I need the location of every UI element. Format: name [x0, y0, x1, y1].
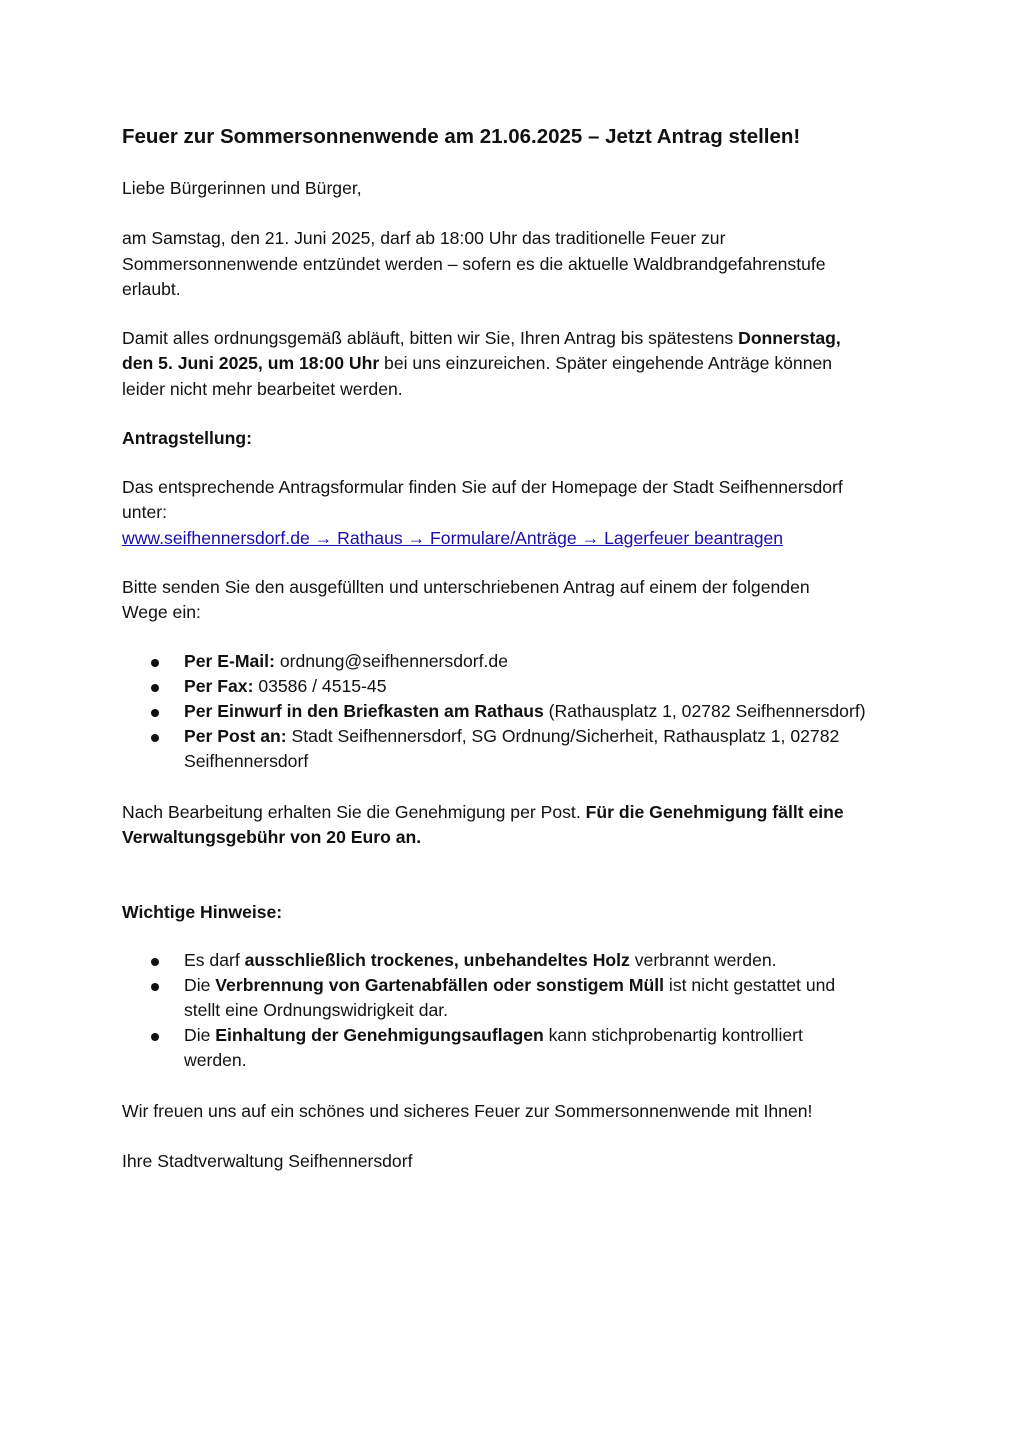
- para1-line2: Sommersonnenwende entzündet werden – sofern es die aktuelle Waldbrandgefahrenstufe: [122, 254, 826, 274]
- para2-text: bei uns einzureichen. Später eingehende Anträge können: [379, 353, 833, 373]
- deadline-date: den 5. Juni 2025, um 18:00 Uhr: [122, 353, 380, 373]
- para2-text: Damit alles ordnungsgemäß abläuft, bitten wir Sie, Ihren Antrag bis spätestens: [122, 328, 739, 348]
- bullet-icon: [151, 659, 159, 667]
- note-item: [184, 973, 835, 998]
- signature: Ihre Stadtverwaltung Seifhennersdorf: [122, 1151, 413, 1171]
- para1-line1: am Samstag, den 21. Juni 2025, darf ab 18:00 Uhr das traditionelle Feuer zur: [122, 228, 726, 248]
- para5-text: Nach Bearbeitung erhalten Sie die Genehmigung per Post.: [122, 802, 586, 822]
- list-item-post-line2: Seifhennersdorf: [184, 751, 309, 771]
- para2-line1: [122, 326, 841, 351]
- way-label: Per Post an:: [184, 726, 287, 746]
- para5-line2: Verwaltungsgebühr von 20 Euro an.: [122, 827, 422, 847]
- greeting: Liebe Bürgerinnen und Bürger,: [122, 178, 362, 198]
- document-title: Feuer zur Sommersonnenwende am 21.06.2025 – Jetzt Antrag stellen!: [122, 125, 801, 148]
- note-bold: ausschließlich trockenes, unbehandeltes Holz: [244, 950, 630, 970]
- form-link-line: [122, 526, 783, 551]
- note-bold: Verbrennung von Gartenabfällen oder sonstigem Müll: [215, 975, 665, 995]
- section-heading-antragstellung: Antragstellung:: [122, 428, 252, 448]
- note-item-line2: stellt eine Ordnungswidrigkeit dar.: [184, 1000, 449, 1020]
- para3-line1: Das entsprechende Antragsformular finden Sie auf der Homepage der Stadt Seifhennersdorf: [122, 477, 843, 497]
- bullet-icon: [151, 684, 159, 692]
- para4-line2: Wege ein:: [122, 602, 201, 622]
- para3-line2: unter:: [122, 502, 167, 522]
- para5-line1: [122, 800, 844, 825]
- note-text: ist nicht gestattet und: [664, 975, 836, 995]
- para2-line3: leider nicht mehr bearbeitet werden.: [122, 379, 403, 399]
- list-item-fax: [184, 674, 386, 699]
- way-label: Per E-Mail:: [184, 651, 275, 671]
- section-heading-hinweise: Wichtige Hinweise:: [122, 902, 283, 922]
- note-item: [184, 1023, 803, 1048]
- way-text: Stadt Seifhennersdorf, SG Ordnung/Sicherheit, Rathausplatz 1, 02782: [286, 726, 840, 746]
- bullet-icon: [151, 1033, 159, 1041]
- note-text: verbrannt werden.: [629, 950, 777, 970]
- bullet-icon: [151, 709, 159, 717]
- note-text: Die: [184, 975, 216, 995]
- way-text: 03586 / 4515-45: [253, 676, 387, 696]
- para1-line3: erlaubt.: [122, 279, 181, 299]
- list-item-briefkasten: [184, 699, 866, 724]
- fee-notice: Für die Genehmigung fällt eine: [585, 802, 844, 822]
- way-label: Per Fax:: [184, 676, 254, 696]
- bullet-icon: [151, 734, 159, 742]
- note-text: kann stichprobenartig kontrolliert: [543, 1025, 803, 1045]
- way-text: (Rathausplatz 1, 02782 Seifhennersdorf): [543, 701, 866, 721]
- list-item-email: [184, 649, 508, 674]
- form-link[interactable]: www.seifhennersdorf.de → Rathaus → Formulare/Anträge → Lagerfeuer beantragen: [122, 528, 784, 548]
- way-text: ordnung@seifhennersdorf.de: [274, 651, 508, 671]
- note-item-line2: werden.: [184, 1050, 247, 1070]
- note-bold: Einhaltung der Genehmigungsauflagen: [215, 1025, 544, 1045]
- para4-line1: Bitte senden Sie den ausgefüllten und unterschriebenen Antrag auf einem der folgenden: [122, 577, 810, 597]
- list-item-post: [184, 724, 839, 749]
- note-text: Es darf: [184, 950, 245, 970]
- para2-line2: [122, 351, 832, 376]
- bullet-icon: [151, 983, 159, 991]
- deadline-day: Donnerstag,: [738, 328, 841, 348]
- note-text: Die: [184, 1025, 216, 1045]
- way-label: Per Einwurf in den Briefkasten am Rathaus: [184, 701, 544, 721]
- bullet-icon: [151, 958, 159, 966]
- closing-text: Wir freuen uns auf ein schönes und sicheres Feuer zur Sommersonnenwende mit Ihnen!: [122, 1101, 813, 1121]
- note-item: [184, 948, 777, 973]
